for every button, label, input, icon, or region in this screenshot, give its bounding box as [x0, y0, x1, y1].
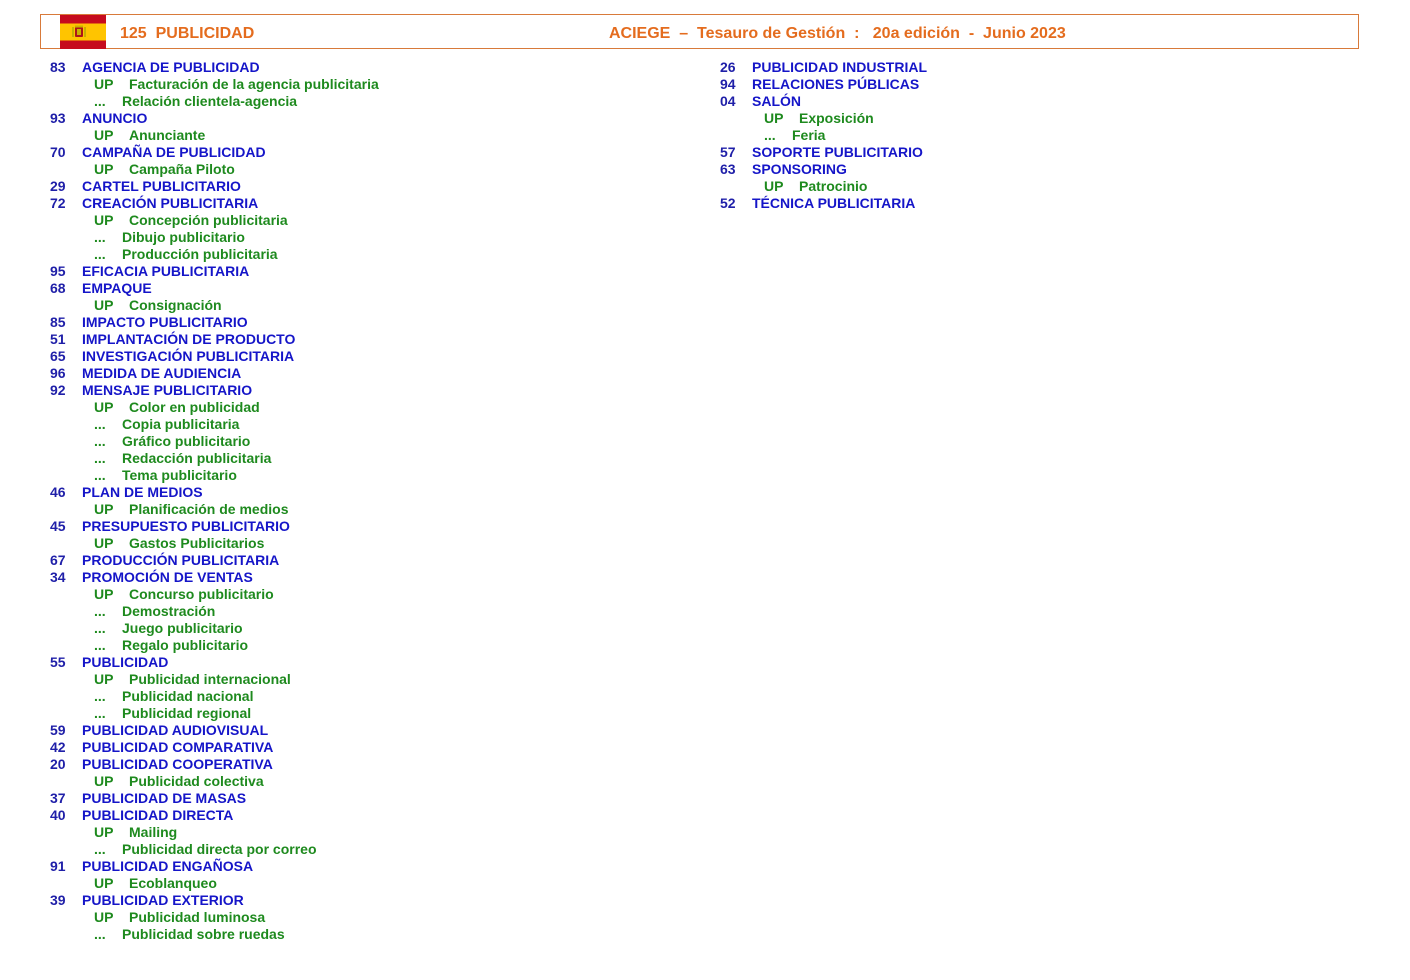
term-label: Gastos Publicitarios	[129, 535, 265, 551]
term-code: 67	[50, 552, 66, 568]
up-marker: UP	[94, 535, 114, 551]
ellipsis-marker: ...	[94, 688, 106, 704]
term-label: Gráfico publicitario	[122, 433, 251, 449]
term-label: Ecoblanqueo	[129, 875, 217, 891]
ellipsis-marker: ...	[94, 637, 106, 653]
term-label: AGENCIA DE PUBLICIDAD	[82, 59, 260, 75]
term-label: CARTEL PUBLICITARIO	[82, 178, 241, 194]
term-label: PRESUPUESTO PUBLICITARIO	[82, 518, 290, 534]
ellipsis-marker: ...	[94, 450, 106, 466]
term-label: Publicidad luminosa	[129, 909, 266, 925]
term-label: ANUNCIO	[82, 110, 148, 126]
term-label: MEDIDA DE AUDIENCIA	[82, 365, 242, 381]
term-label: Planificación de medios	[129, 501, 289, 517]
section-name: PUBLICIDAD	[155, 25, 255, 42]
term-label: Concepción publicitaria	[129, 212, 288, 228]
up-marker: UP	[94, 501, 114, 517]
up-marker: UP	[94, 773, 114, 789]
term-code: 29	[50, 178, 66, 194]
term-label: Demostración	[122, 603, 216, 619]
term-code: 91	[50, 858, 66, 874]
term-label: RELACIONES PÚBLICAS	[752, 76, 920, 92]
term-label: Facturación de la agencia publicitaria	[129, 76, 379, 92]
edition: 20a edición	[872, 25, 960, 42]
colon-separator: :	[854, 25, 860, 42]
term-label: Publicidad directa por correo	[122, 841, 317, 857]
term-label: CREACIÓN PUBLICITARIA	[82, 195, 259, 211]
organization: ACIEGE	[609, 25, 671, 42]
term-label: TÉCNICA PUBLICITARIA	[752, 195, 916, 211]
term-label: Redacción publicitaria	[122, 450, 272, 466]
term-code: 20	[50, 756, 66, 772]
term-label: Relación clientela-agencia	[122, 93, 298, 109]
term-label: Publicidad regional	[122, 705, 252, 721]
term-label: Color en publicidad	[129, 399, 260, 415]
term-label: MENSAJE PUBLICITARIO	[82, 382, 253, 398]
term-label: PUBLICIDAD EXTERIOR	[82, 892, 244, 908]
term-label: Campaña Piloto	[129, 161, 235, 177]
term-code: 34	[50, 569, 66, 585]
term-label: SPONSORING	[752, 161, 847, 177]
ellipsis-marker: ...	[94, 705, 106, 721]
ellipsis-marker: ...	[94, 841, 106, 857]
term-code: 37	[50, 790, 66, 806]
term-code: 92	[50, 382, 66, 398]
term-label: Concurso publicitario	[129, 586, 274, 602]
term-code: 52	[720, 195, 736, 211]
term-label: SALÓN	[752, 93, 801, 109]
term-code: 51	[50, 331, 66, 347]
up-marker: UP	[94, 875, 114, 891]
term-code: 04	[720, 93, 736, 109]
section-title	[120, 25, 254, 43]
up-marker: UP	[94, 127, 114, 143]
term-code: 26	[720, 59, 736, 75]
term-code: 68	[50, 280, 66, 296]
term-label: Mailing	[129, 824, 178, 840]
term-code: 46	[50, 484, 66, 500]
term-code: 93	[50, 110, 66, 126]
ellipsis-marker: ...	[94, 433, 106, 449]
term-label: PUBLICIDAD COOPERATIVA	[82, 756, 273, 772]
term-label: PUBLICIDAD ENGAÑOSA	[82, 858, 254, 874]
term-label: Publicidad nacional	[122, 688, 254, 704]
ellipsis-marker: ...	[94, 467, 106, 483]
term-code: 85	[50, 314, 66, 330]
term-code: 59	[50, 722, 66, 738]
term-label: PUBLICIDAD DIRECTA	[82, 807, 234, 823]
dash-separator: –	[679, 25, 689, 42]
term-code: 65	[50, 348, 66, 364]
ellipsis-marker: ...	[94, 93, 106, 109]
term-code: 40	[50, 807, 66, 823]
term-label: Exposición	[799, 110, 874, 126]
term-label: EMPAQUE	[82, 280, 152, 296]
up-marker: UP	[764, 178, 784, 194]
up-marker: UP	[94, 671, 114, 687]
term-code: 63	[720, 161, 736, 177]
term-label: SOPORTE PUBLICITARIO	[752, 144, 923, 160]
page-header	[40, 14, 1359, 49]
term-label: Regalo publicitario	[122, 637, 249, 653]
publication-date: Junio 2023	[983, 25, 1066, 42]
term-label: Anunciante	[129, 127, 206, 143]
up-marker: UP	[94, 297, 114, 313]
term-label: EFICACIA PUBLICITARIA	[82, 263, 250, 279]
section-code: 125	[120, 25, 147, 42]
term-code: 45	[50, 518, 66, 534]
term-label: PUBLICIDAD	[82, 654, 169, 670]
ellipsis-marker: ...	[94, 246, 106, 262]
term-code: 96	[50, 365, 66, 381]
ellipsis-marker: ...	[94, 603, 106, 619]
term-label: PUBLICIDAD AUDIOVISUAL	[82, 722, 269, 738]
up-marker: UP	[94, 399, 114, 415]
term-label: Copia publicitaria	[122, 416, 240, 432]
term-code: 94	[720, 76, 736, 92]
term-code: 39	[50, 892, 66, 908]
ellipsis-marker: ...	[94, 416, 106, 432]
term-label: PLAN DE MEDIOS	[82, 484, 203, 500]
term-label: Feria	[792, 127, 826, 143]
term-code: 42	[50, 739, 66, 755]
ellipsis-marker: ...	[764, 127, 776, 143]
spain-flag-icon	[60, 15, 106, 49]
up-marker: UP	[94, 76, 114, 92]
up-marker: UP	[94, 161, 114, 177]
term-label: CAMPAÑA DE PUBLICIDAD	[82, 144, 266, 160]
dash-separator-2: -	[968, 25, 975, 42]
term-code: 70	[50, 144, 66, 160]
term-label: IMPACTO PUBLICITARIO	[82, 314, 248, 330]
term-label: Publicidad sobre ruedas	[122, 926, 285, 942]
term-label: Patrocinio	[799, 178, 868, 194]
term-code: 55	[50, 654, 66, 670]
term-label: Consignación	[129, 297, 222, 313]
term-code: 72	[50, 195, 66, 211]
ellipsis-marker: ...	[94, 229, 106, 245]
ellipsis-marker: ...	[94, 926, 106, 942]
ellipsis-marker: ...	[94, 620, 106, 636]
term-label: Publicidad colectiva	[129, 773, 264, 789]
up-marker: UP	[94, 909, 114, 925]
term-label: PRODUCCIÓN PUBLICITARIA	[82, 552, 280, 568]
term-label: Juego publicitario	[122, 620, 243, 636]
work-title: Tesauro de Gestión	[697, 25, 846, 42]
term-code: 95	[50, 263, 66, 279]
up-marker: UP	[764, 110, 784, 126]
term-label: PUBLICIDAD INDUSTRIAL	[752, 59, 927, 75]
term-code: 57	[720, 144, 736, 160]
term-label: INVESTIGACIÓN PUBLICITARIA	[82, 348, 295, 364]
term-label: Dibujo publicitario	[122, 229, 245, 245]
term-label: PUBLICIDAD COMPARATIVA	[82, 739, 274, 755]
up-marker: UP	[94, 586, 114, 602]
term-label: Producción publicitaria	[122, 246, 278, 262]
term-label: PROMOCIÓN DE VENTAS	[82, 569, 253, 585]
term-label: IMPLANTACIÓN DE PRODUCTO	[82, 331, 296, 347]
publication-info	[609, 25, 1066, 43]
up-marker: UP	[94, 212, 114, 228]
term-code: 83	[50, 59, 66, 75]
term-label: PUBLICIDAD DE MASAS	[82, 790, 247, 806]
term-label: Publicidad internacional	[129, 671, 291, 687]
term-label: Tema publicitario	[122, 467, 237, 483]
up-marker: UP	[94, 824, 114, 840]
